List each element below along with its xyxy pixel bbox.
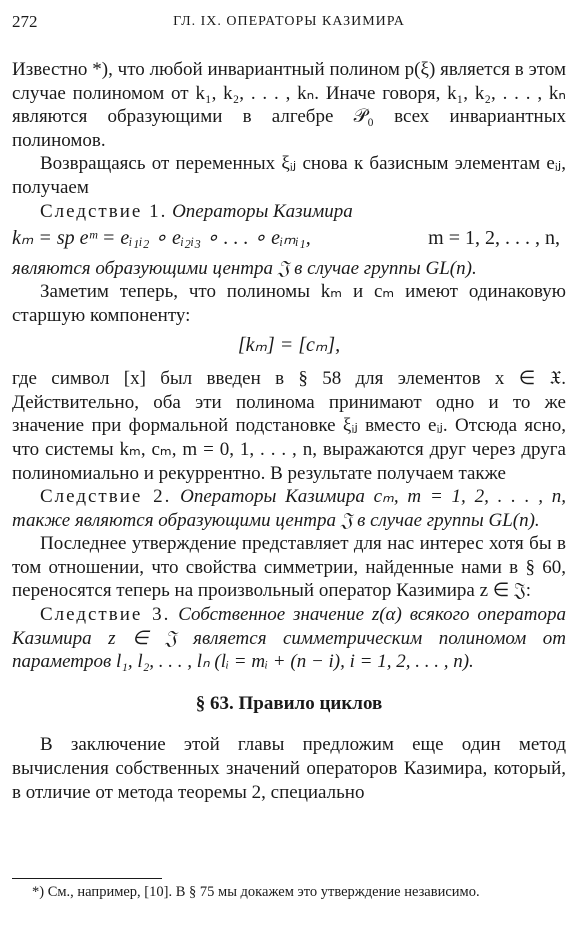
corollary-1 xyxy=(12,200,566,224)
paragraph-basis-elements: Возвращаясь от переменных ξᵢⱼ снова к базисным элементам eᵢⱼ, получаем xyxy=(12,153,566,198)
formula-leading-component: [kₘ] = [cₘ], xyxy=(237,333,341,356)
main-text xyxy=(12,58,566,804)
paragraph-invariant-polynomials: Известно *), что любой инвариантный полином p(ξ) является в этом случае полиномом от k₁, k₂, . . . , kₙ. Иначе говоря, k₁, k₂, . . . , kₙ являются образующими в алгебре 𝒫₀ всех инвариантных полиномов. xyxy=(12,59,566,151)
corollary-1-continuation: являются образующими центра 𝔍 в случае группы GL(n). xyxy=(12,257,477,279)
footnote: *) См., например, [10]. В § 75 мы докажем это утверждение независимо. xyxy=(32,884,480,900)
paragraph-cycle-rule-intro: В заключение этой главы предложим еще один метод вычисления собственных значений операторов Казимира, который, в отличие от метода теоремы 2, специально xyxy=(12,734,566,803)
corollary-2 xyxy=(12,485,566,532)
formula-km: kₘ = sp eᵐ = eᵢ₁ᵢ₂ ∘ eᵢ₂ᵢ₃ ∘ . . . ∘ eᵢₘᵢ₁, xyxy=(12,227,311,250)
paragraph-symmetry-properties: Последнее утверждение представляет для нас интерес хотя бы в том отношении, что свойства симметрии, найденные нами в § 60, переносятся теперь на произвольный оператор Казимира z ∈ 𝔍: xyxy=(12,533,566,602)
corollary-2-text: Операторы Казимира cₘ, m = 1, 2, . . . , n, также являются образующими центра 𝔍 в случае группы GL(n). xyxy=(12,486,567,531)
paragraph-leading-component: Заметим теперь, что полиномы kₘ и cₘ имеют одинаковую старшую компоненту: xyxy=(12,281,566,326)
corollary-1-label: Следствие 1. xyxy=(40,200,168,222)
corollary-2-label: Следствие 2. xyxy=(40,486,172,508)
casimir-operator-formula xyxy=(12,227,566,251)
running-title: ГЛ. IX. ОПЕРАТОРЫ КАЗИМИРА xyxy=(173,14,405,29)
formula-range: m = 1, 2, . . . , n, xyxy=(428,227,560,250)
corollary-1-text: Операторы Казимира xyxy=(172,200,353,222)
page-number: 272 xyxy=(12,12,38,31)
corollary-3 xyxy=(12,603,566,674)
section-heading: § 63. Правило циклов xyxy=(195,692,383,714)
paragraph-symbol-definition: где символ [x] был введен в § 58 для элементов x ∈ 𝔛. Действительно, оба эти полинома принимают одно и то же значение при формальной подстановке ξᵢⱼ вместо eᵢⱼ. Отсюда ясно, что системы kₘ, cₘ, m = 0, 1, . . . , n, выражаются друг через друга полиномиально и рекуррентно. В результате получаем также xyxy=(12,368,566,484)
footnote-divider xyxy=(12,878,162,879)
corollary-3-label: Следствие 3. xyxy=(40,604,171,626)
corollary-3-text: Собственное значение z(α) всякого оператора Казимира z ∈ 𝔍 является симметрическим полиномом от параметров l₁, l₂, . . . , lₙ (lᵢ = mᵢ + (n − i), i = 1, 2, . . . , n). xyxy=(12,604,567,673)
page-header xyxy=(12,12,566,34)
